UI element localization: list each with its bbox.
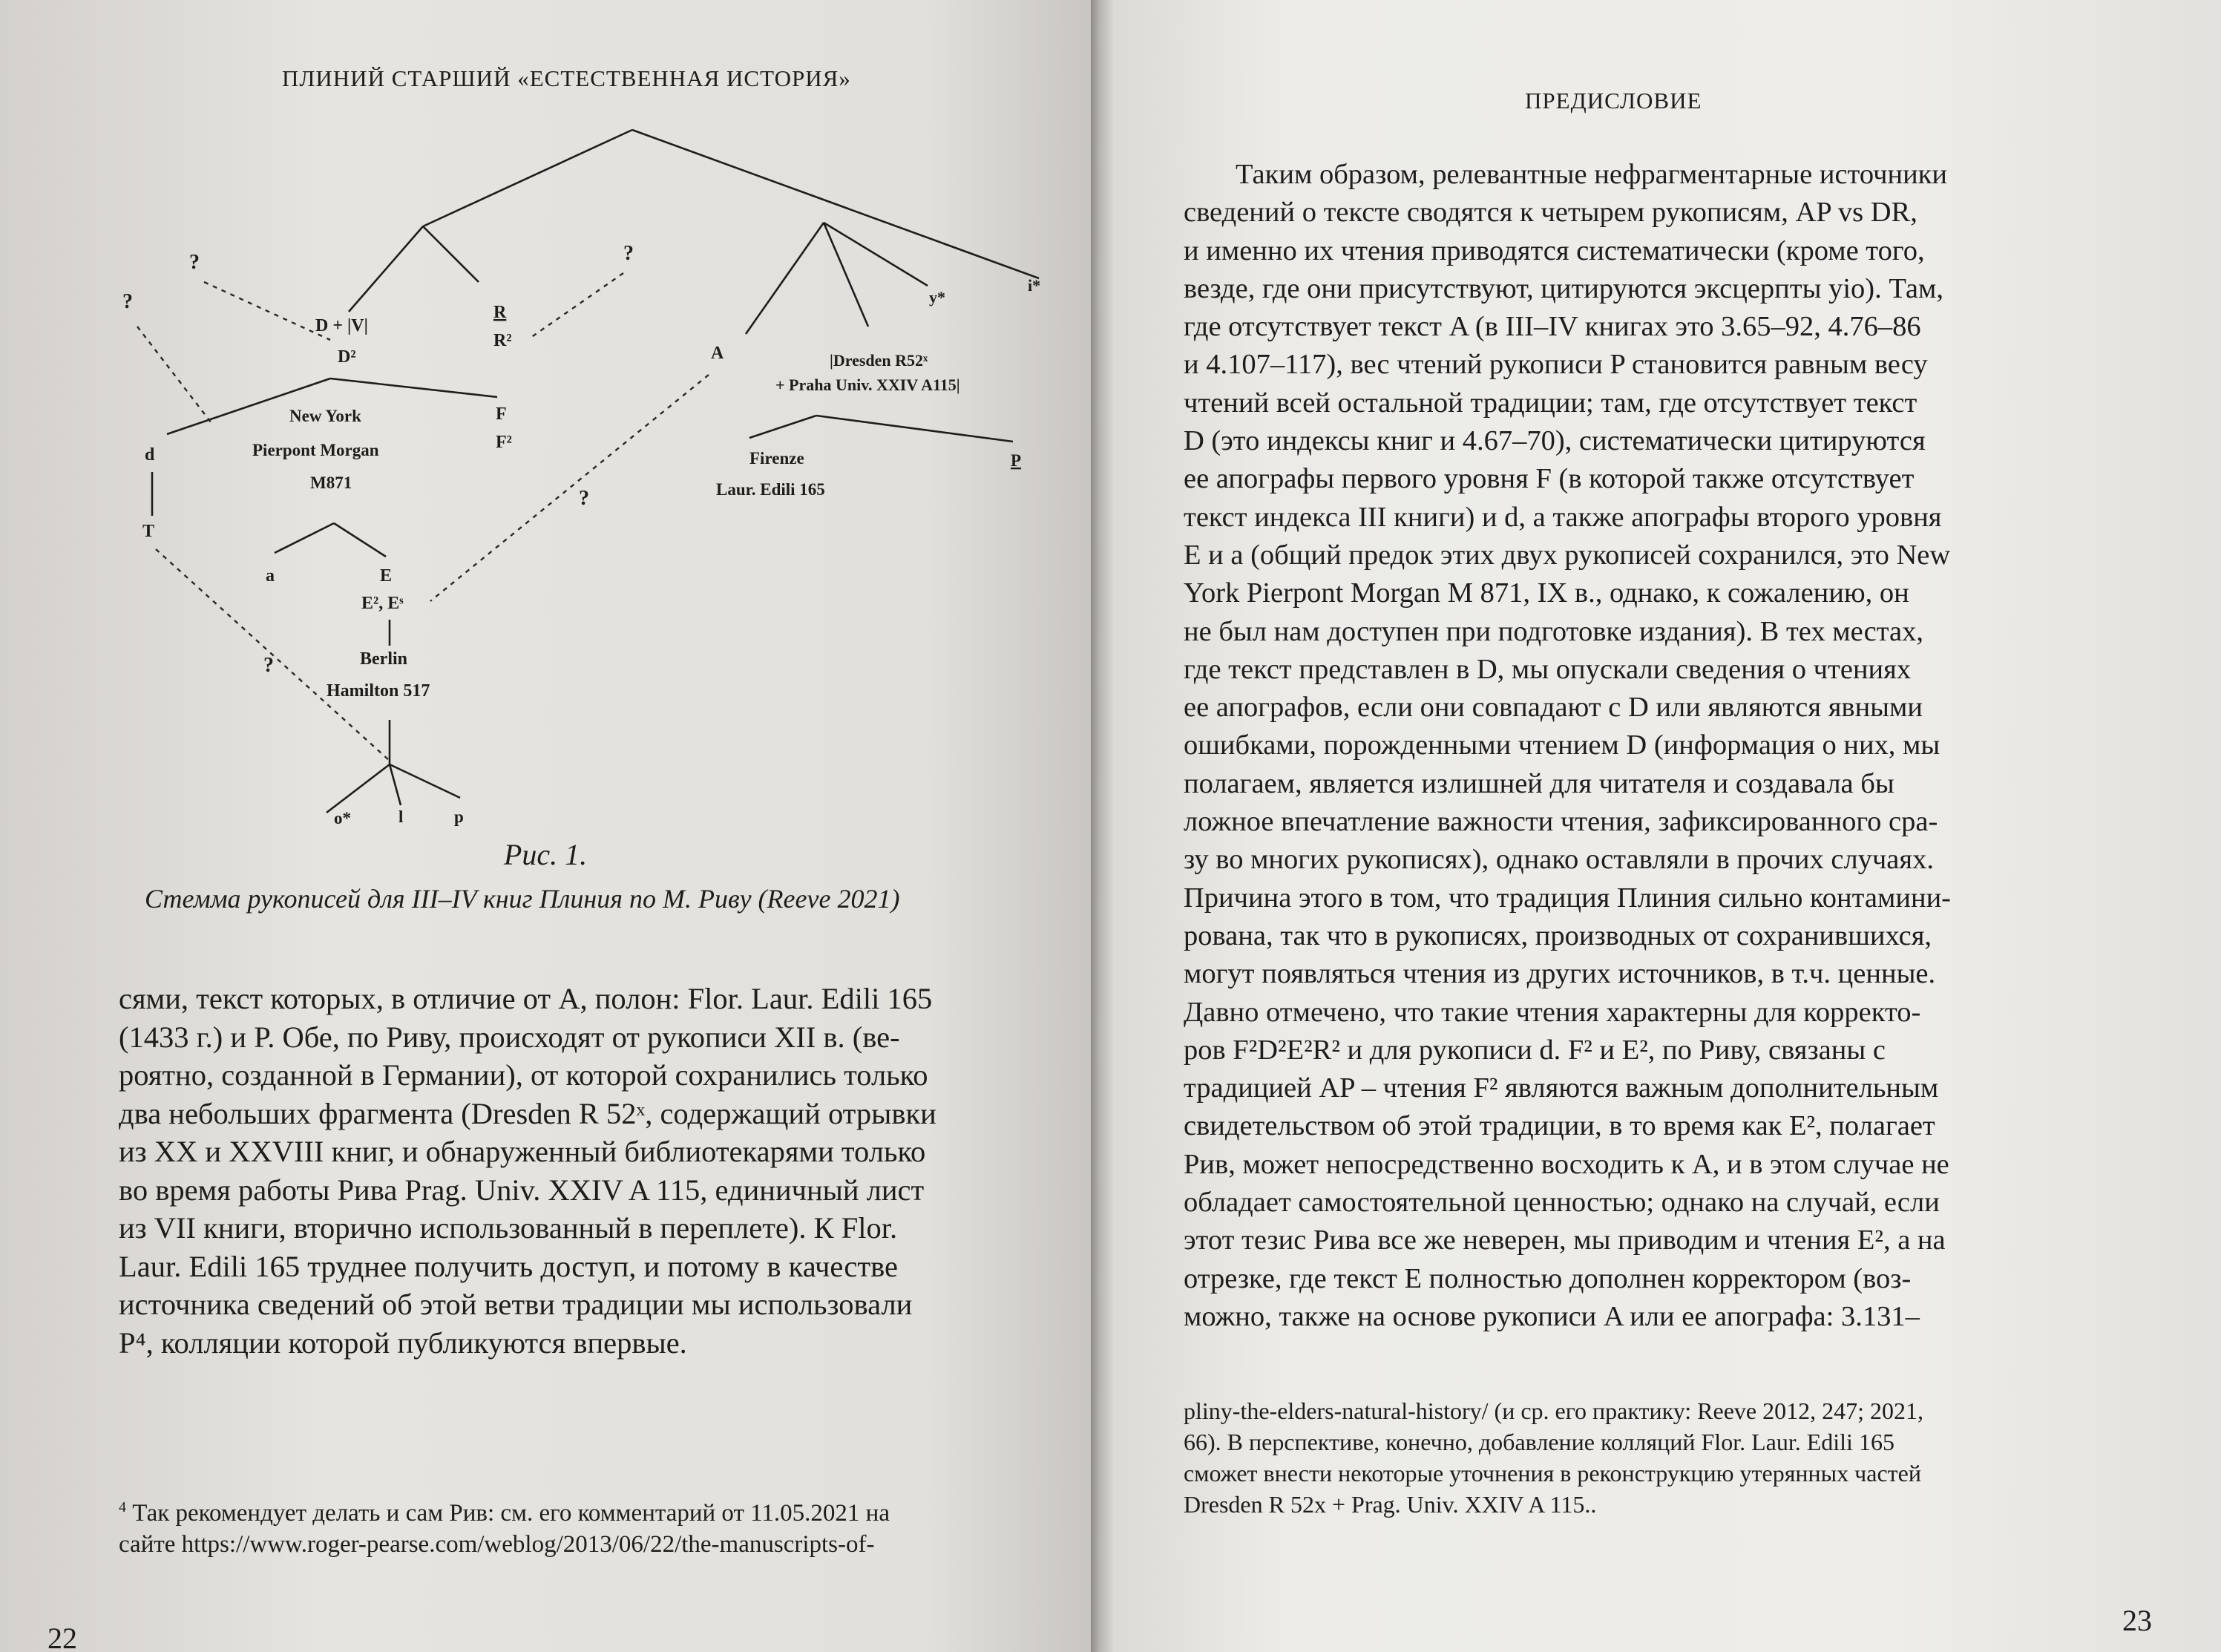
stemma-dresden: |Dresden R52ˣ (830, 351, 928, 370)
stemma-f2: F² (496, 433, 512, 452)
text-line: источника сведений об этой ветви традиции мы использовали (119, 1288, 913, 1321)
stemma-y: y* (929, 288, 945, 307)
text-line: Laur. Edili 165 труднее получить доступ, и потому в качестве (119, 1249, 898, 1283)
dashed-edge (137, 327, 211, 423)
text-line: отрезке, где текст E полностью дополнен корректором (воз- (1184, 1262, 1912, 1294)
text-line: не был нам доступен при подготовке издания). В тех местах, (1184, 615, 1923, 647)
stemma-i: i* (1028, 276, 1041, 295)
text-line: зу во многих рукописях), однако оставляли в прочих случаях. (1184, 844, 1934, 876)
footnote-left (119, 1498, 1054, 1560)
text-line: где текст представлен в D, мы опускали сведения о чтениях (1184, 653, 1912, 685)
text-line: во время работы Рива Prag. Univ. XXIV A 115, единичный лист (119, 1173, 925, 1207)
stemma-f: F (496, 404, 507, 424)
text-line: свидетельством об этой традиции, в то время как E², полагает (1184, 1110, 1935, 1142)
edge (423, 130, 632, 226)
stemma-a-small: a (266, 566, 275, 586)
text-line: ее апографы первого уровня F (в которой также отсутствует (1184, 463, 1915, 495)
text-line: и именно их чтения приводятся систематически (кроме того, (1184, 235, 1925, 266)
edge (349, 226, 423, 312)
edge (275, 523, 334, 553)
stemma-d-group: D + |V| (315, 316, 368, 335)
text-line: Рив, может непосредственно восходить к A, и в этом случае не (1184, 1148, 1949, 1180)
text-line: Таким образом, релевантные нефрагментарные источники (1236, 159, 1947, 190)
stemma-r: R (493, 303, 507, 322)
text-line: и 4.107–117), вес чтений рукописи P становится равным весу (1184, 349, 1928, 381)
stemma-t: T (142, 522, 155, 541)
stemma-hamilton: Hamilton 517 (327, 681, 430, 701)
stemma-q4: ? (579, 487, 589, 510)
stemma-r2: R² (493, 331, 512, 350)
stemma-d-small: d (145, 445, 155, 465)
figure-caption-text: Стемма рукописей для III–IV книг Плиния по М. Риву (Reeve 2021) (145, 884, 900, 914)
edge (327, 764, 390, 813)
stemma-e2es: E², Eˢ (361, 594, 404, 613)
text-line: из VII книги, вторично использованный в переплете). К Flor. (119, 1211, 898, 1245)
text-line: ров F²D²E²R² и для рукописи d. F² и E², по Риву, связаны с (1184, 1034, 1886, 1066)
figure-caption-title: Рис. 1. (503, 838, 588, 871)
footnote-line: Так рекомендует делать и сам Рив: см. его комментарий от 11.05.2021 на (132, 1500, 890, 1527)
edge (632, 130, 1039, 278)
stemma-o: o* (334, 809, 351, 827)
text-line: P⁴, колляции которой публикуются впервые. (119, 1325, 687, 1360)
dashed-edge (531, 273, 623, 338)
stemma-berlin: Berlin (360, 649, 407, 669)
footnote-line: сможет внести некоторые уточнения в реконструкцию утерянных частей (1184, 1460, 1921, 1487)
edge (816, 416, 1013, 442)
text-line: чтений всей остальной традиции; там, где отсутствует текст (1184, 387, 1917, 419)
dashed-edge (430, 375, 709, 601)
left-page-number: 22 (47, 1622, 77, 1652)
footnote-right (1184, 1395, 2111, 1520)
text-line: (1433 г.) и P. Обе, по Риву, происходят от рукописи XII в. (ве- (119, 1020, 900, 1054)
text-line: Причина этого в том, что традиция Плиния сильно контамини- (1184, 882, 1951, 914)
dashed-edge (204, 282, 330, 340)
text-line: везде, где они присутствуют, цитируются эксцерпты yio). Там, (1184, 272, 1943, 304)
text-line: рована, так что в рукописях, производных от сохранившихся, (1184, 920, 1932, 951)
text-line: сведений о тексте сводятся к четырем рукописям, AP vs DR, (1184, 197, 1917, 229)
stemma-q5: ? (263, 654, 274, 677)
right-page (1113, 0, 2221, 1652)
footnote-line: 66). В перспективе, конечно, добавление колляций Flor. Laur. Edili 165 (1184, 1429, 1894, 1455)
text-line: могут появляться чтения из других источников, в т.ч. ценные. (1184, 958, 1936, 990)
left-running-head: ПЛИНИЙ СТАРШИЙ «ЕСТЕСТВЕННАЯ ИСТОРИЯ» (282, 65, 851, 91)
text-line: обладает самостоятельной ценностью; однако на случай, если (1184, 1187, 1940, 1219)
text-line: этот тезис Рива все же неверен, мы приводим и чтения E², а на (1184, 1225, 1946, 1256)
right-page-number: 23 (2122, 1604, 2152, 1637)
text-line: ошибками, порожденными чтением D (информация о них, мы (1184, 730, 1940, 761)
edge (390, 764, 460, 798)
edge (423, 226, 479, 282)
stemma-p-small: p (454, 807, 464, 826)
stemma-l: l (398, 807, 404, 826)
text-line: сями, текст которых, в отличие от A, полон: Flor. Laur. Edili 165 (119, 982, 933, 1015)
text-line: E и a (общий предок этих двух рукописей сохранился, это New (1184, 539, 1951, 571)
text-line: можно, также на основе рукописи A или ее апографа: 3.131– (1184, 1300, 1920, 1332)
edge (330, 378, 497, 397)
stemma-diagram (104, 119, 1069, 846)
text-line: полагаем, является излишней для читателя и создавала бы (1184, 767, 1894, 799)
stemma-q3: ? (623, 242, 634, 265)
text-line: D (это индексы книг и 4.67–70), систематически цитируются (1184, 425, 1926, 457)
text-line: ее апографов, если они совпадают с D или являются явными (1184, 692, 1923, 724)
text-line: York Pierpont Morgan M 871, IX в., однако, к сожалению, он (1184, 577, 1909, 609)
stemma-firenze: Firenze (749, 449, 804, 468)
footnote-line: pliny-the-elders-natural-history/ (и ср. его практику: Reeve 2012, 247; 2021, (1184, 1397, 1924, 1424)
edge (824, 223, 868, 327)
book-spine (1091, 0, 1113, 1652)
stemma-q1: ? (189, 251, 200, 274)
stemma-a: A (711, 344, 724, 363)
text-line: роятно, созданной в Германии), от которой сохранились только (119, 1058, 928, 1092)
right-running-head: ПРЕДИСЛОВИЕ (1525, 88, 1702, 114)
stemma-laur: Laur. Edili 165 (716, 480, 825, 499)
stemma-ny1: New York (289, 407, 361, 425)
edge (749, 416, 816, 438)
footnote-line: Dresden R 52x + Prag. Univ. XXIV A 115.. (1184, 1491, 1597, 1518)
edge (334, 523, 386, 557)
text-line: ложное впечатление важности чтения, зафиксированного сра- (1184, 806, 1938, 838)
stemma-e: E (380, 566, 393, 586)
edge (746, 223, 824, 334)
left-page (0, 0, 1091, 1652)
stemma-p: P (1011, 451, 1022, 470)
stemma-d2: D² (338, 347, 356, 367)
stemma-q2: ? (122, 290, 133, 313)
text-line: традицией AP – чтения F² являются важным дополнительным (1184, 1072, 1939, 1104)
stemma-ny2: Pierpont Morgan (252, 441, 379, 459)
text-line: два небольших фрагмента (Dresden R 52ˣ, содержащий отрывки (119, 1096, 936, 1130)
text-line: где отсутствует текст A (в III–IV книгах это 3.65–92, 4.76–86 (1184, 311, 1921, 343)
footnote-url-line: сайте https://www.roger-pearse.com/weblog/2013/06/22/the-manuscripts-of- (119, 1531, 875, 1558)
right-body-text (1184, 156, 2111, 1336)
left-body-text (119, 980, 1046, 1362)
stemma-praha: + Praha Univ. XXIV A115| (775, 376, 960, 394)
edge (390, 764, 401, 805)
text-line: Давно отмечено, что такие чтения характерны для корректо- (1184, 996, 1921, 1028)
stemma-ny3: M871 (310, 473, 352, 492)
text-line: текст индекса III книги) и d, а также апографы второго уровня (1184, 501, 1942, 533)
footnote-marker: 4 (119, 1499, 126, 1515)
text-line: из XX и XXVIII книг, и обнаруженный библиотекарями только (119, 1135, 926, 1168)
